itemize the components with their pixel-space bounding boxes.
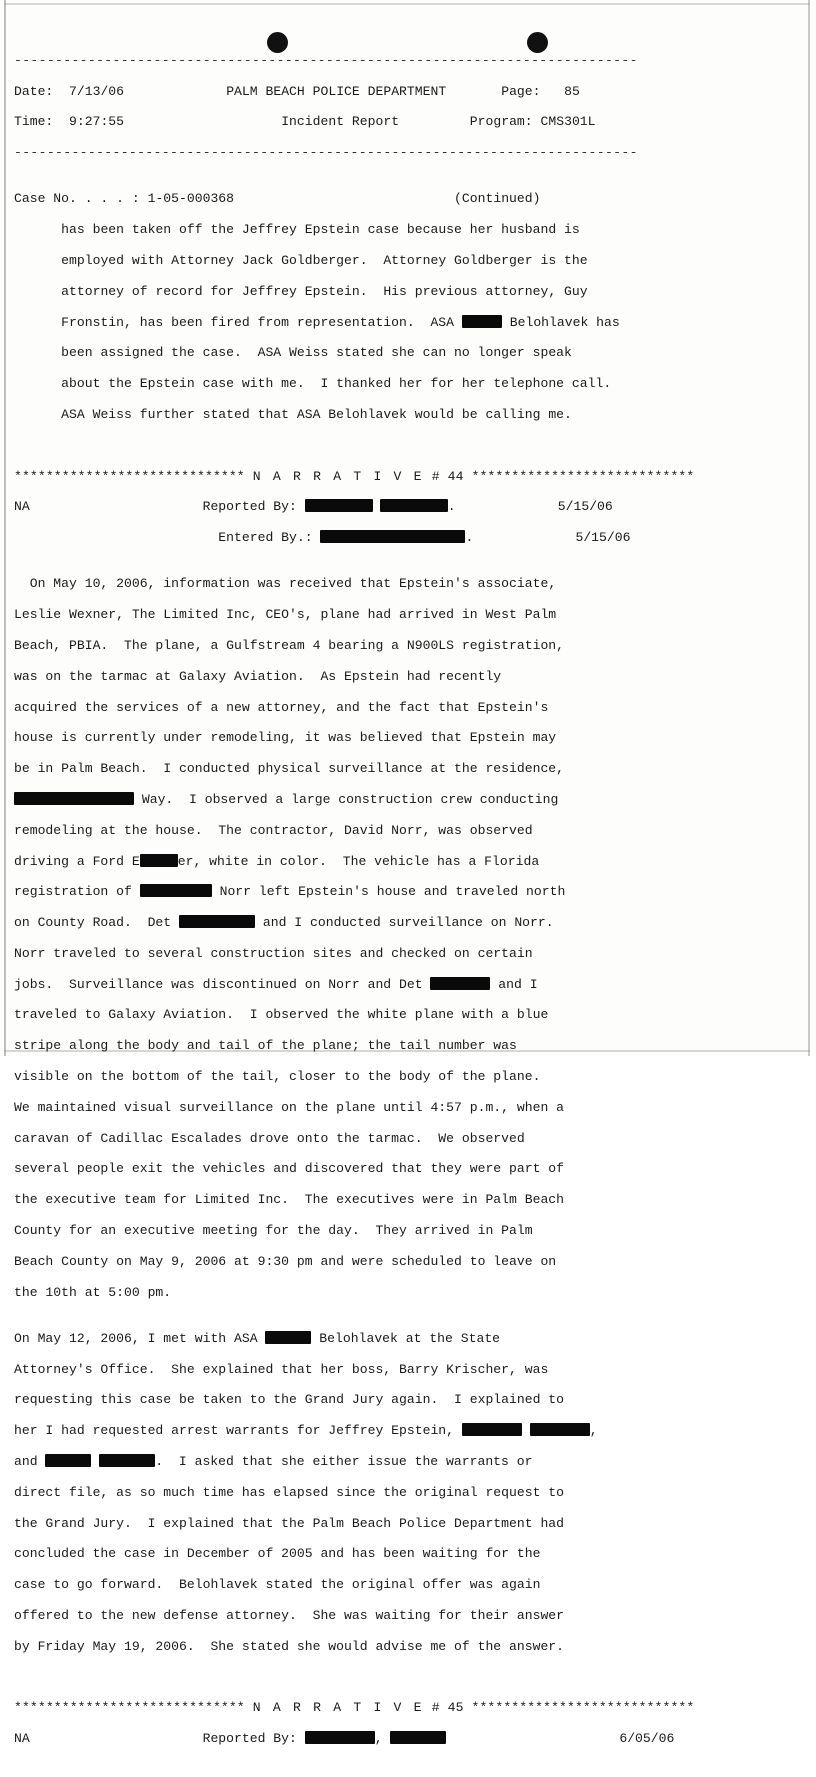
narrative-44-p1-line-24: the 10th at 5:00 pm.	[14, 1284, 172, 1300]
narrative-44-p2-line-9: case to go forward. Belohlavek stated the original offer was again	[14, 1577, 541, 1593]
narrative-45-divider: ***************************** N A R R A T I V E # 45 ****************************	[14, 1700, 695, 1716]
continued-paragraph-line-3: attorney of record for Jeffrey Epstein. His previous attorney, Guy	[61, 283, 588, 299]
redaction-block	[99, 1454, 155, 1467]
redaction-block	[320, 530, 465, 543]
reported-by-label-45: Reported By:	[202, 1731, 297, 1747]
header-top-rule: ----------------------------------------------------------------------------	[14, 52, 638, 68]
redaction-block	[140, 854, 178, 867]
reported-date-44: 5/15/06	[557, 499, 613, 515]
narrative-44-p1-line-7: be in Palm Beach. I conducted physical surveillance at the residence,	[14, 761, 565, 777]
header-line-time	[14, 114, 596, 129]
redaction-block	[305, 499, 373, 512]
narrative-44-p1-line-12: on County Road. Det and I conducted surveillance on Norr.	[14, 915, 554, 931]
narrative-44-reported-line: NA Reported By: . 5/15/06	[14, 499, 613, 515]
header-bottom-rule: ----------------------------------------------------------------------------	[14, 145, 638, 161]
redaction-block	[390, 1731, 446, 1744]
program-value: CMS301L	[540, 114, 596, 130]
narrative-44-p1-line-11: registration of Norr left Epstein's house and traveled north	[14, 884, 566, 900]
continued-paragraph-line-6: about the Epstein case with me. I thanked her for her telephone call.	[61, 376, 612, 392]
narrative-44-p2-line-7: the Grand Jury. I explained that the Palm Beach Police Department had	[14, 1515, 565, 1531]
entered-by-label-44: Entered By.:	[218, 530, 313, 546]
page-value: 85	[564, 83, 580, 99]
case-line	[14, 191, 540, 206]
narrative-44-p1-line-21: the executive team for Limited Inc. The executives were in Palm Beach	[14, 1192, 565, 1208]
narrative-44-p1-line-5: acquired the services of a new attorney, and the fact that Epstein's	[14, 699, 549, 715]
agency-name: PALM BEACH POLICE DEPARTMENT	[226, 83, 447, 99]
entered-date-44: 5/15/06	[575, 530, 631, 546]
narrative-44-p1-line-9: remodeling at the house. The contractor, David Norr, was observed	[14, 822, 533, 838]
narrative-44-p1-line-23: Beach County on May 9, 2006 at 9:30 pm and were scheduled to leave on	[14, 1253, 557, 1269]
narrative-44-p2-line-4: her I had requested arrest warrants for Jeffrey Epstein, ,	[14, 1423, 598, 1439]
narrative-44-p1-line-20: several people exit the vehicles and discovered that they were part of	[14, 1161, 565, 1177]
reported-by-label-44: Reported By:	[202, 499, 297, 515]
header-line-date	[14, 84, 580, 99]
narrative-44-p1-line-4: was on the tarmac at Galaxy Aviation. As Epstein had recently	[14, 668, 502, 684]
narrative-44-p1-line-1: On May 10, 2006, information was received that Epstein's associate,	[29, 576, 557, 592]
narrative-44-p1-line-6: house is currently under remodeling, it was believed that Epstein may	[14, 730, 557, 746]
date-label: Date:	[14, 83, 54, 99]
narrative-44-p1-line-17: visible on the bottom of the tail, closer to the body of the plane.	[14, 1069, 541, 1085]
redaction-block	[462, 1423, 522, 1436]
redaction-block	[179, 915, 255, 928]
narrative-44-p2-line-2: Attorney's Office. She explained that her boss, Barry Krischer, was	[14, 1361, 549, 1377]
continued-paragraph-line-7: ASA Weiss further stated that ASA Belohlavek would be calling me.	[61, 406, 572, 422]
narrative-44-p1-line-16: stripe along the body and tail of the plane; the tail number was	[14, 1038, 517, 1054]
narrative-44-entered-line: Entered By.: . 5/15/06	[218, 530, 631, 546]
continued-paragraph-line-5: been assigned the case. ASA Weiss stated she can no longer speak	[61, 345, 572, 361]
scan-edge-left	[4, 0, 6, 1056]
continued-paragraph-line-1: has been taken off the Jeffrey Epstein case because her husband is	[61, 222, 580, 238]
narrative-44-p1-line-15: traveled to Galaxy Aviation. I observed the white plane with a blue	[14, 1007, 549, 1023]
narrative-44-p1-line-18: We maintained visual surveillance on the plane until 4:57 p.m., when a	[14, 1099, 565, 1115]
narrative-45-reported-line: NA Reported By: , 6/05/06	[14, 1731, 675, 1747]
redaction-block	[380, 499, 448, 512]
redaction-block	[265, 1331, 311, 1344]
continued-marker: (Continued)	[454, 191, 541, 207]
narrative-44-p2-line-3: requesting this case be taken to the Grand Jury again. I explained to	[14, 1392, 565, 1408]
case-number-label: Case No. . . . :	[14, 191, 140, 207]
redaction-block	[530, 1423, 590, 1436]
program-label: Program:	[469, 114, 533, 130]
narrative-44-p1-line-14: jobs. Surveillance was discontinued on Norr and Det and I	[14, 976, 538, 992]
reported-date-45: 6/05/06	[619, 1731, 675, 1747]
redaction-block	[305, 1731, 375, 1744]
redaction-block	[430, 977, 490, 990]
narrative-44-p1-line-8: Way. I observed a large construction crew conducting	[14, 792, 558, 807]
scan-edge-top	[4, 3, 810, 5]
redaction-block	[14, 792, 134, 805]
time-label: Time:	[14, 114, 54, 130]
na-label-45: NA	[14, 1731, 30, 1747]
narrative-44-p2-line-11: by Friday May 19, 2006. She stated she would advise me of the answer.	[14, 1638, 565, 1654]
narrative-44-p2-line-5: and . I asked that she either issue the warrants or	[14, 1454, 533, 1470]
narrative-44-p1-line-10: driving a Ford E er, white in color. The vehicle has a Florida	[14, 853, 540, 869]
page-label: Page:	[501, 83, 541, 99]
narrative-44-p1-line-19: caravan of Cadillac Escalades drove onto the tarmac. We observed	[14, 1130, 525, 1146]
redaction-block	[462, 315, 502, 328]
na-label-44: NA	[14, 499, 30, 515]
date-value: 7/13/06	[69, 83, 125, 99]
document-body	[14, 22, 804, 1777]
narrative-44-p1-line-3: Beach, PBIA. The plane, a Gulfstream 4 bearing a N900LS registration,	[14, 637, 565, 653]
narrative-44-p1-line-13: Norr traveled to several construction sites and checked on certain	[14, 945, 533, 961]
report-title: Incident Report	[281, 114, 400, 130]
scan-edge-right	[808, 0, 810, 1056]
narrative-44-p2-line-1: On May 12, 2006, I met with ASA Belohlavek at the State	[14, 1330, 501, 1346]
narrative-44-p1-line-22: County for an executive meeting for the day. They arrived in Palm	[14, 1223, 533, 1239]
time-value: 9:27:55	[69, 114, 125, 130]
narrative-44-p2-line-6: direct file, as so much time has elapsed since the original request to	[14, 1484, 565, 1500]
narrative-44-p2-line-10: offered to the new defense attorney. She was waiting for their answer	[14, 1608, 565, 1624]
redaction-block	[45, 1454, 91, 1467]
continued-paragraph-line-2: employed with Attorney Jack Goldberger. Attorney Goldberger is the	[61, 252, 588, 268]
case-number-value: 1-05-000368	[147, 191, 235, 207]
narrative-44-p1-line-2: Leslie Wexner, The Limited Inc, CEO's, plane had arrived in West Palm	[14, 607, 557, 623]
redaction-block	[140, 884, 212, 897]
continued-paragraph-line-4: Fronstin, has been fired from representation. ASA Belohlavek has	[14, 314, 620, 330]
narrative-44-p2-line-8: concluded the case in December of 2005 and has been waiting for the	[14, 1546, 541, 1562]
narrative-44-divider: ***************************** N A R R A T I V E # 44 ****************************	[14, 468, 695, 484]
